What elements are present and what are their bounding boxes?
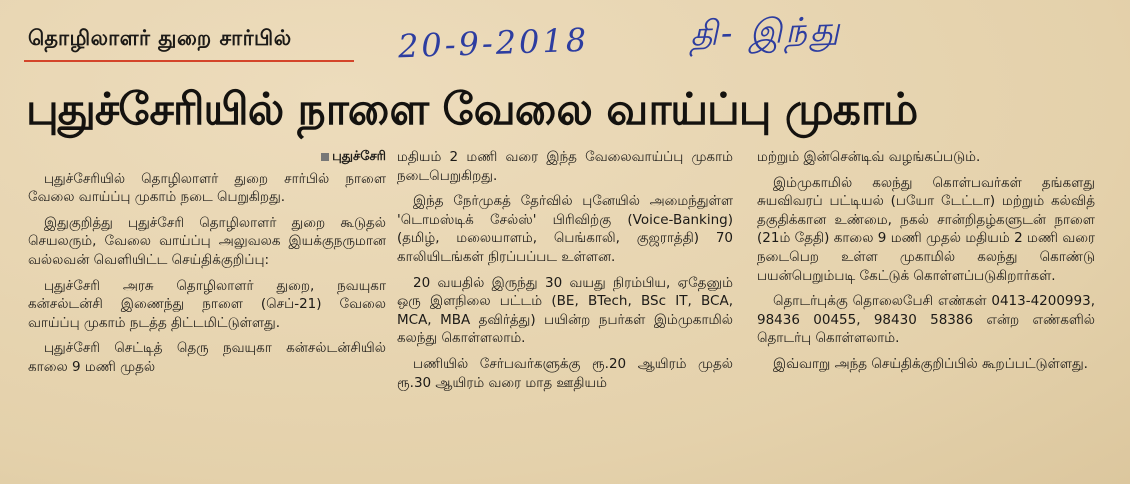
kicker: தொழிலாளர் துறை சார்பில் [28, 26, 292, 50]
paragraph: இவ்வாறு அந்த செய்திக்குறிப்பில் கூறப்பட்டுள்ளது. [773, 355, 1088, 372]
article-column-2 [397, 148, 733, 399]
paragraph: இந்த நேர்முகத் தேர்வில் புனேயில் அமைந்துள்ள 'டொமஸ்டிக் சேல்ஸ்' பிரிவிற்கு (Voice-Banking) (தமிழ், மலையாளம், பெங்காலி, குஜராத்தி) 70 காலியிடங்கள் நிரப்பப்பட உள்ளன. [397, 193, 733, 265]
handwritten-newspaper-name: தி- இந்து [689, 9, 844, 55]
paragraph: மற்றும் இன்சென்டிவ் வழங்கப்படும். [757, 149, 981, 165]
dateline-marker [321, 153, 329, 161]
paragraph: இதுகுறித்து புதுச்சேரி தொழிலாளர் துறை கூடுதல் செயலரும், வேலை வாய்ப்பு அலுவலக இயக்குநருமான வல்லவன் வெளியிட்ட செய்திக்குறிப்பு: [28, 214, 386, 268]
paragraph: புதுச்சேரி செட்டித் தெரு நவயுகா கன்சல்டன்சியில் காலை 9 மணி முதல் [28, 340, 386, 375]
paragraph: பணியில் சேர்பவர்களுக்கு ரூ.20 ஆயிரம் முதல் ரூ.30 ஆயிரம் வரை மாத ஊதியம் [397, 355, 733, 391]
paragraph: 20 வயதில் இருந்து 30 வயது நிரம்பிய, ஏதேனும் ஒரு இளநிலை பட்டம் (BE, BTech, BSc IT, BCA, MCA, MBA தவிர்த்து) பயின்ற நபர்கள் இம்முகாமில் கலந்து கொள்ளலாம். [397, 274, 733, 347]
paragraph: தொடர்புக்கு தொலைபேசி எண்கள் 0413-4200993, 98436 00455, 98430 58386 என்ற எண்களில் தொடர்பு கொள்ளலாம். [757, 293, 1095, 347]
paragraph: இம்முகாமில் கலந்து கொள்பவர்கள் தங்களது சுயவிவரப் பட்டியல் (பயோ டேட்டா) மற்றும் கல்வித் தகுதிக்கான உண்மை, நகல் சான்றிதழ்களுடன் நாளை (21ம் தேதி) காலை 9 மணி முதல் மதியம் 2 மணி வரை நடைபெற உள்ள முகாமில் கலந்து கொண்டு பயன்பெறும்படி கேட்டுக் கொள்ளப்படுகிறார்கள். [757, 174, 1095, 284]
dateline [28, 148, 386, 167]
paragraph: மதியம் 2 மணி வரை இந்த வேலைவாய்ப்பு முகாம் நடைபெறுகிறது. [397, 149, 733, 184]
kicker-rule [24, 60, 354, 62]
paragraph: புதுச்சேரியில் தொழிலாளர் துறை சார்பில் நாளை வேலை வாய்ப்பு முகாம் நடை பெறுகிறது. [28, 170, 386, 206]
article-column-3 [757, 148, 1095, 381]
article-column-1 [28, 148, 386, 384]
handwritten-date: 20-9-2018 [397, 20, 590, 66]
headline: புதுச்சேரியில் நாளை வேலை வாய்ப்பு முகாம் [26, 84, 918, 135]
dateline-text: புதுச்சேரி [332, 149, 386, 164]
paragraph: புதுச்சேரி அரசு தொழிலாளர் துறை, நவயுகா கன்சல்டன்சி இணைந்து நாளை (செப்-21) வேலை வாய்ப்பு முகாம் நடத்த திட்டமிட்டுள்ளது. [28, 277, 386, 331]
